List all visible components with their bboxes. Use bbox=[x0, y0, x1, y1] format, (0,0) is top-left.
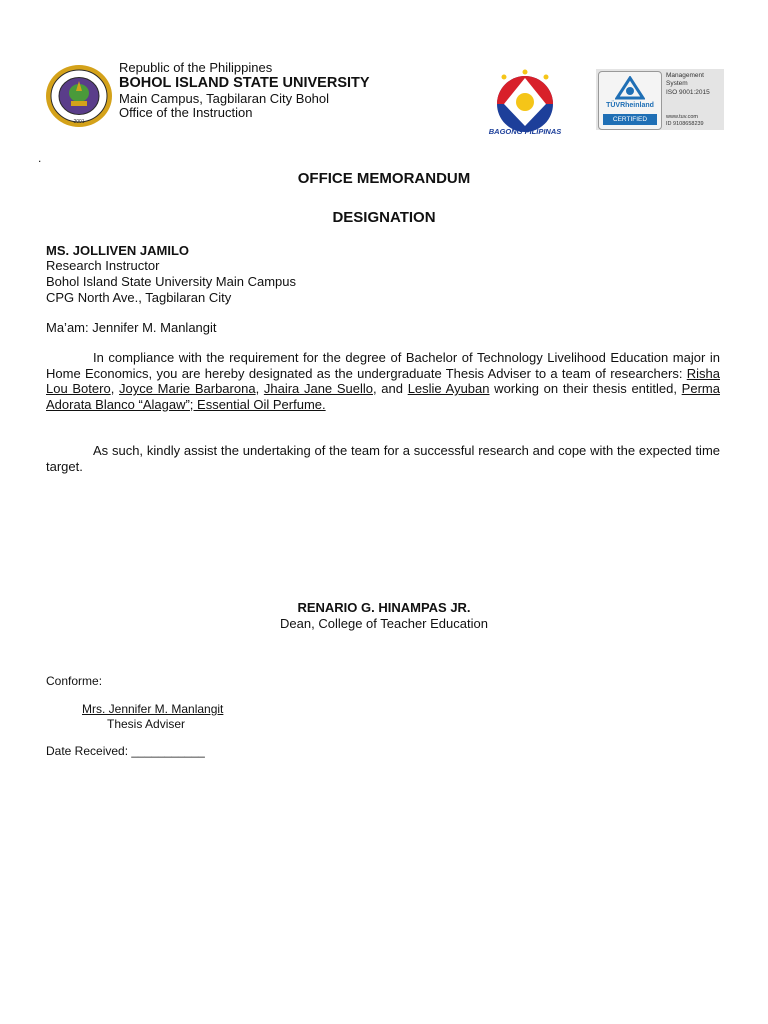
tuv-brand: TÜVRheinland bbox=[606, 102, 654, 109]
tuv-management: Management bbox=[666, 72, 704, 79]
tuv-logo-box bbox=[598, 71, 662, 130]
tuv-iso: ISO 9001:2015 bbox=[666, 89, 710, 96]
republic-line: Republic of the Philippines bbox=[119, 60, 273, 75]
conforme-role: Thesis Adviser bbox=[107, 717, 186, 731]
tuv-web: www.tuv.com bbox=[666, 114, 698, 120]
tuv-certification-badge bbox=[596, 69, 724, 130]
signatory-title: Dean, College of Teacher Education bbox=[280, 616, 488, 631]
triangle-icon bbox=[615, 76, 645, 105]
tuv-system: System bbox=[666, 80, 688, 87]
researcher-name: Jhaira Jane Suello bbox=[263, 381, 373, 396]
signatory-name: RENARIO G. HINAMPAS JR. bbox=[297, 600, 471, 615]
researcher-name: Joyce Marie Barbarona bbox=[119, 381, 256, 396]
campus-line: Main Campus, Tagbilaran City Bohol bbox=[119, 91, 330, 106]
office-line: Office of the Instruction bbox=[119, 105, 253, 120]
tuv-certified: CERTIFIED bbox=[603, 114, 657, 125]
recipient-name: MS. JOLLIVEN JAMILO bbox=[46, 243, 190, 258]
body-text: working on their thesis entitled, bbox=[489, 381, 682, 396]
recipient-position: Research Instructor bbox=[46, 258, 160, 273]
memo-heading: OFFICE MEMORANDUM bbox=[297, 170, 471, 187]
tuv-id: ID 9108658239 bbox=[666, 121, 704, 127]
recipient-address: CPG North Ave., Tagbilaran City bbox=[46, 290, 232, 305]
stray-dot: . bbox=[38, 151, 42, 165]
conforme-label: Conforme: bbox=[46, 674, 103, 688]
recipient-institution: Bohol Island State University Main Campus bbox=[46, 274, 297, 289]
university-name: BOHOL ISLAND STATE UNIVERSITY bbox=[119, 75, 370, 91]
researcher-name: Risha Lou Botero bbox=[46, 365, 720, 396]
university-seal bbox=[44, 63, 114, 129]
body-text: In compliance with the requirement for the degree of Bachelor of Technology Livelihood Education major in Home Economics, you are hereby designated as the undergraduate Thesis Adviser to a team of researchers: bbox=[46, 350, 720, 381]
conforme-name: Mrs. Jennifer M. Manlangit bbox=[82, 702, 224, 716]
memo-subheading: DESIGNATION bbox=[332, 209, 436, 226]
body-paragraph-1: In compliance with the requirement for the degree of Bachelor of Technology Livelihood Education major in Home Economics, you are hereby designated as the undergraduate Thesis Adviser to a team of researchers: Risha Lou Botero, Joyce Marie Barbarona, Jhaira Jane Suello, and Leslie Ayuban working on their thesis entitled, Perma Adorata Blanco “Alagaw”; Essential Oil Perfume. bbox=[46, 350, 720, 412]
thesis-title: Perma Adorata Blanco “Alagaw”; Essential Oil Perfume. bbox=[46, 381, 720, 412]
researcher-name: Leslie Ayuban bbox=[407, 381, 490, 396]
date-received: Date Received: ___________ bbox=[46, 744, 205, 758]
bagong-pilipinas-label: BAGONG PILIPINAS bbox=[488, 127, 562, 136]
salutation: Ma’am: Jennifer M. Manlangit bbox=[46, 320, 217, 335]
svg-text:2001: 2001 bbox=[73, 119, 85, 125]
body-paragraph-2: As such, kindly assist the undertaking of the team for a successful research and cope with the expected time target. bbox=[46, 443, 720, 474]
